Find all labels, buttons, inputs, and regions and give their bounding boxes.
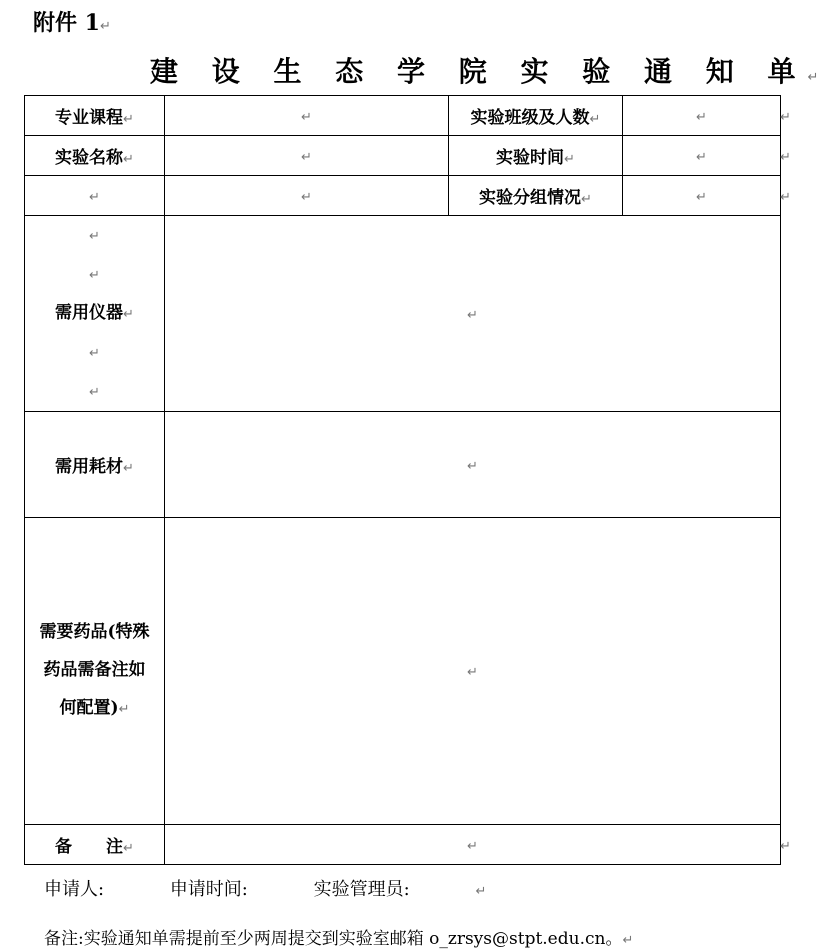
experiment-name-value-cell[interactable]: ↵ [165, 136, 449, 176]
notice-form-table [24, 95, 781, 865]
note-prefix: 备注: [44, 929, 84, 949]
submission-note: 备注:实验通知单需提前至少两周提交到实验室邮箱 o_zrsys@stpt.edu.cn。↵ [44, 929, 634, 949]
course-label-cell: 专业课程↵ [25, 96, 165, 136]
table-row [25, 216, 781, 412]
reagents-label-cell: 需要药品(特殊 药品需备注如 何配置)↵ [25, 518, 165, 825]
grouping-label-cell: 实验分组情况↵ [449, 176, 623, 216]
paragraph-mark: ↵ [622, 933, 634, 948]
course-value-cell[interactable]: ↵ [165, 96, 449, 136]
table-row [25, 136, 781, 176]
note-text: 实验通知单需提前至少两周提交到实验室邮箱 [83, 929, 424, 949]
row-end-mark: ↵ [780, 110, 791, 125]
table-row [25, 412, 781, 518]
experiment-name-label-cell: 实验名称↵ [25, 136, 165, 176]
apply-time-label: 申请时间: [169, 879, 248, 900]
lab-manager-label: 实验管理员: [313, 879, 410, 900]
reagents-value-cell[interactable]: ↵ [165, 518, 781, 825]
experiment-time-value-cell[interactable]: ↵ [623, 136, 781, 176]
remarks-label-cell: 备 注↵ [25, 825, 165, 865]
row-end-mark: ↵ [780, 839, 791, 854]
table-row [25, 825, 781, 865]
table-row [25, 518, 781, 825]
class-count-label-cell: 实验班级及人数↵ [449, 96, 623, 136]
grouping-value-cell[interactable]: ↵ [623, 176, 781, 216]
table-row [25, 176, 781, 216]
applicant-label: 申请人: [44, 879, 105, 900]
class-count-value-cell[interactable]: ↵ [623, 96, 781, 136]
instruments-label-cell: ↵ ↵ 需用仪器↵ ↵ ↵ [25, 216, 165, 412]
consumables-label-cell: 需用耗材↵ [25, 412, 165, 518]
row-end-mark: ↵ [780, 150, 791, 165]
remarks-value-cell[interactable]: ↵ [165, 825, 781, 865]
blank-label-cell: ↵ [25, 176, 165, 216]
signature-line [44, 875, 546, 901]
consumables-value-cell[interactable]: ↵ [165, 412, 781, 518]
instruments-value-cell[interactable]: ↵ [165, 216, 781, 412]
row-end-mark: ↵ [780, 190, 791, 205]
paragraph-mark: ↵ [475, 884, 487, 899]
attachment-label: 附件 1↵ [33, 10, 111, 36]
page-title: 建 设 生 态 学 院 实 验 通 知 单↵ [150, 55, 818, 88]
table-row [25, 96, 781, 136]
experiment-time-label-cell: 实验时间↵ [449, 136, 623, 176]
lab-email[interactable]: o_zrsys@stpt.edu.cn [429, 929, 606, 949]
blank-value-cell[interactable]: ↵ [165, 176, 449, 216]
